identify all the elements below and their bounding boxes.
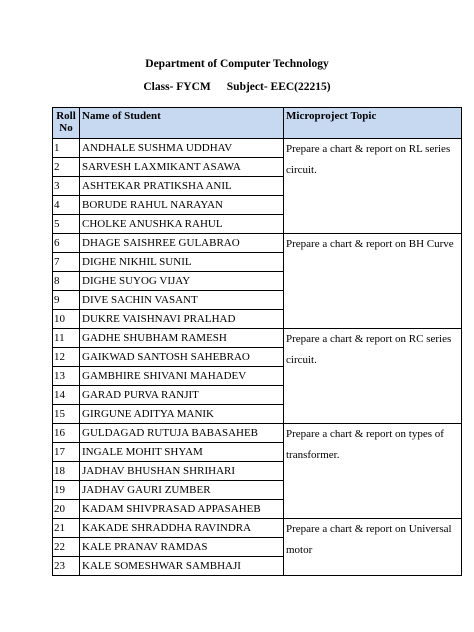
class-subject-line	[0, 80, 474, 94]
roll-cell: 14	[53, 386, 80, 405]
roll-cell: 21	[53, 519, 80, 538]
student-name-cell: DIGHE NIKHIL SUNIL	[80, 253, 284, 272]
student-name-cell: KADAM SHIVPRASAD APPASAHEB	[80, 500, 284, 519]
table-header-row	[53, 108, 462, 139]
student-name-cell: DIVE SACHIN VASANT	[80, 291, 284, 310]
table-row	[53, 519, 462, 538]
roll-cell: 5	[53, 215, 80, 234]
student-name-cell: GARAD PURVA RANJIT	[80, 386, 284, 405]
student-name-cell: DHAGE SAISHREE GULABRAO	[80, 234, 284, 253]
roll-cell: 23	[53, 557, 80, 576]
roll-cell: 20	[53, 500, 80, 519]
roll-cell: 9	[53, 291, 80, 310]
roll-cell: 17	[53, 443, 80, 462]
student-name-cell: CHOLKE ANUSHKA RAHUL	[80, 215, 284, 234]
student-name-cell: DIGHE SUYOG VIJAY	[80, 272, 284, 291]
roll-cell: 22	[53, 538, 80, 557]
student-name-cell: GIRGUNE ADITYA MANIK	[80, 405, 284, 424]
student-name-cell: ANDHALE SUSHMA UDDHAV	[80, 139, 284, 158]
roll-cell: 1	[53, 139, 80, 158]
roll-cell: 16	[53, 424, 80, 443]
student-name-cell: KALE PRANAV RAMDAS	[80, 538, 284, 557]
roll-cell: 11	[53, 329, 80, 348]
table-row	[53, 424, 462, 443]
roll-cell: 18	[53, 462, 80, 481]
topic-cell: Prepare a chart & report on types of transformer.	[284, 424, 462, 519]
roll-cell: 6	[53, 234, 80, 253]
roll-cell: 3	[53, 177, 80, 196]
table-row	[53, 329, 462, 348]
table-row	[53, 234, 462, 253]
student-name-cell: INGALE MOHIT SHYAM	[80, 443, 284, 462]
student-name-cell: GULDAGAD RUTUJA BABASAHEB	[80, 424, 284, 443]
roll-no-header	[53, 108, 80, 139]
student-name-cell: JADHAV GAURI ZUMBER	[80, 481, 284, 500]
student-name-cell: JADHAV BHUSHAN SHRIHARI	[80, 462, 284, 481]
topic-cell: Prepare a chart & report on BH Curve	[284, 234, 462, 329]
roll-cell: 13	[53, 367, 80, 386]
student-name-cell: GADHE SHUBHAM RAMESH	[80, 329, 284, 348]
microproject-topic-header: Microproject Topic	[284, 108, 462, 139]
topic-cell: Prepare a chart & report on Universal motor	[284, 519, 462, 576]
student-name-cell: BORUDE RAHUL NARAYAN	[80, 196, 284, 215]
microproject-table	[52, 107, 462, 576]
student-name-cell: GAIKWAD SANTOSH SAHEBRAO	[80, 348, 284, 367]
class-label: Class- FYCM	[143, 81, 211, 93]
roll-cell: 4	[53, 196, 80, 215]
roll-header-line1: Roll	[56, 110, 76, 122]
student-name-cell: GAMBHIRE SHIVANI MAHADEV	[80, 367, 284, 386]
student-name-cell: ASHTEKAR PRATIKSHA ANIL	[80, 177, 284, 196]
roll-cell: 10	[53, 310, 80, 329]
roll-header-line2: No	[59, 122, 73, 134]
student-name-cell: SARVESH LAXMIKANT ASAWA	[80, 158, 284, 177]
roll-cell: 8	[53, 272, 80, 291]
roll-cell: 19	[53, 481, 80, 500]
student-name-header: Name of Student	[80, 108, 284, 139]
topic-cell: Prepare a chart & report on RL series circuit.	[284, 139, 462, 234]
table-row	[53, 139, 462, 158]
roll-cell: 2	[53, 158, 80, 177]
student-name-cell: KAKADE SHRADDHA RAVINDRA	[80, 519, 284, 538]
topic-cell: Prepare a chart & report on RC series circuit.	[284, 329, 462, 424]
roll-cell: 15	[53, 405, 80, 424]
student-name-cell: KALE SOMESHWAR SAMBHAJI	[80, 557, 284, 576]
department-title: Department of Computer Technology	[145, 58, 329, 70]
roll-cell: 7	[53, 253, 80, 272]
student-name-cell: DUKRE VAISHNAVI PRALHAD	[80, 310, 284, 329]
roll-cell: 12	[53, 348, 80, 367]
subject-label: Subject- EEC(22215)	[226, 81, 331, 93]
